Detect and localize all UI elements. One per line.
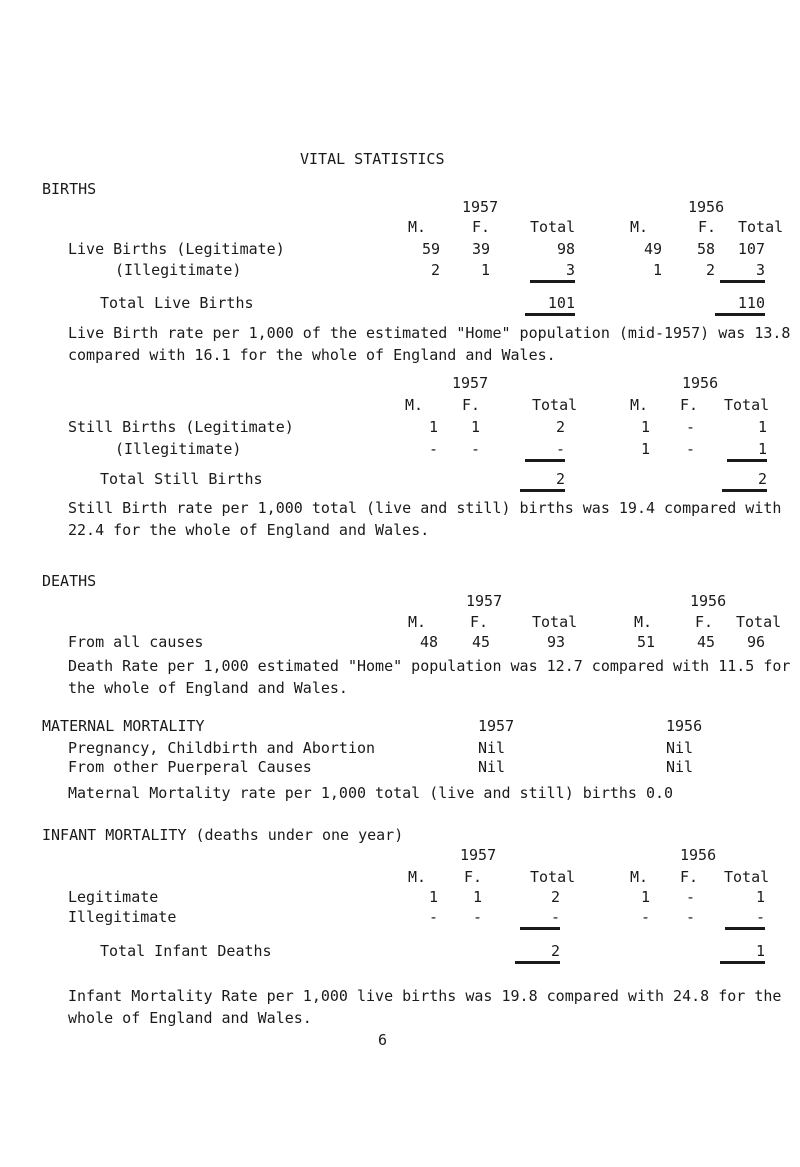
deaths-col-m-1956: M. [634, 613, 653, 631]
births-col-f-1956: F. [698, 218, 717, 236]
maternal-year-1957: 1957 [478, 717, 515, 735]
still-cell: 1 [428, 418, 438, 436]
births-cell: 2 [430, 261, 440, 279]
still-row-label: (Illegitimate) [115, 440, 242, 458]
infant-year-1956: 1956 [680, 846, 717, 864]
deaths-cell: 48 [419, 633, 438, 651]
births-cell: 1 [480, 261, 490, 279]
infant-cell: - [428, 908, 438, 926]
deaths-col-f-1956: F. [695, 613, 714, 631]
maternal-cell: Nil [478, 758, 506, 776]
births-row-label: (Illegitimate) [115, 261, 242, 279]
infant-cell: 1 [428, 888, 438, 906]
births-cell: 3 [720, 261, 765, 283]
infant-total-label: Total Infant Deaths [100, 942, 272, 960]
infant-heading: INFANT MORTALITY (deaths under one year) [42, 826, 404, 844]
infant-cell: - [725, 908, 765, 930]
births-cell: 58 [696, 240, 715, 258]
maternal-heading: MATERNAL MORTALITY [42, 717, 205, 735]
infant-cell: 2 [550, 888, 560, 906]
births-row-label: Live Births (Legitimate) [68, 240, 285, 258]
still-birth-rate-text: Still Birth rate per 1,000 total (live and still) births was 19.4 compared with 22.4 for the whole of England and Wales. [68, 499, 782, 539]
births-col-m-1956: M. [630, 218, 649, 236]
still-cell: - [470, 440, 480, 458]
still-col-m: M. [405, 396, 424, 414]
births-cell: 59 [421, 240, 440, 258]
births-cell: 39 [471, 240, 490, 258]
infant-cell: - [520, 908, 560, 930]
births-heading: BIRTHS [42, 180, 97, 198]
deaths-year-1957: 1957 [466, 592, 503, 610]
births-year-1957: 1957 [462, 198, 499, 216]
infant-col-total-1956: Total [724, 868, 770, 886]
infant-total-1957: 2 [515, 942, 560, 964]
infant-cell: 1 [472, 888, 482, 906]
deaths-heading: DEATHS [42, 572, 97, 590]
infant-col-total: Total [530, 868, 576, 886]
deaths-cell: 93 [546, 633, 565, 651]
infant-cell: 1 [640, 888, 650, 906]
still-total-1956: 2 [722, 470, 767, 492]
still-col-f: F. [462, 396, 481, 414]
births-cell: 107 [737, 240, 765, 258]
births-total-1957: 101 [525, 294, 575, 316]
still-col-m-1956: M. [630, 396, 649, 414]
deaths-cell: 45 [696, 633, 715, 651]
births-cell: 1 [652, 261, 662, 279]
still-cell: 2 [555, 418, 565, 436]
deaths-year-1956: 1956 [690, 592, 727, 610]
still-cell: 1 [640, 418, 650, 436]
births-col-total: Total [530, 218, 576, 236]
still-row-label: Still Births (Legitimate) [68, 418, 294, 436]
death-rate-text: Death Rate per 1,000 estimated "Home" population was 12.7 compared with 11.5 for the whole of England and Wales. [68, 657, 791, 697]
infant-cell: - [685, 888, 695, 906]
infant-total-1956: 1 [720, 942, 765, 964]
still-cell: - [685, 440, 695, 458]
deaths-row-label: From all causes [68, 633, 204, 651]
maternal-row-label: Pregnancy, Childbirth and Abortion [68, 739, 376, 757]
still-cell: - [428, 440, 438, 458]
deaths-col-f: F. [470, 613, 489, 631]
births-col-total-1956: Total [738, 218, 784, 236]
births-cell: 98 [556, 240, 575, 258]
still-cell: 1 [640, 440, 650, 458]
still-total-1957: 2 [520, 470, 565, 492]
maternal-row-label: From other Puerperal Causes [68, 758, 312, 776]
infant-col-f: F. [464, 868, 483, 886]
births-col-m: M. [408, 218, 427, 236]
still-cell: 1 [727, 440, 767, 462]
infant-row-label: Legitimate [68, 888, 159, 906]
infant-year-1957: 1957 [460, 846, 497, 864]
births-cell: 49 [643, 240, 662, 258]
maternal-year-1956: 1956 [666, 717, 703, 735]
deaths-col-m: M. [408, 613, 427, 631]
live-birth-rate-text: Live Birth rate per 1,000 of the estimated "Home" population (mid-1957) was 13.8 compared with 16.1 for the whole of England and Wales. [68, 324, 791, 364]
infant-col-m: M. [408, 868, 427, 886]
deaths-col-total-1956: Total [736, 613, 782, 631]
infant-cell: - [685, 908, 695, 926]
still-cell: 1 [470, 418, 480, 436]
deaths-col-total: Total [532, 613, 578, 631]
page-title: VITAL STATISTICS [300, 150, 445, 168]
still-cell: - [525, 440, 565, 462]
births-year-1956: 1956 [688, 198, 725, 216]
infant-col-f-1956: F. [680, 868, 699, 886]
infant-col-m-1956: M. [630, 868, 649, 886]
still-total-label: Total Still Births [100, 470, 263, 488]
still-col-f-1956: F. [680, 396, 699, 414]
still-cell: 1 [757, 418, 767, 436]
page-number: 6 [378, 1031, 388, 1049]
maternal-cell: Nil [666, 739, 694, 757]
births-total-label: Total Live Births [100, 294, 254, 312]
deaths-cell: 96 [746, 633, 765, 651]
maternal-cell: Nil [478, 739, 506, 757]
still-year-1957: 1957 [452, 374, 489, 392]
maternal-rate-text: Maternal Mortality rate per 1,000 total (live and still) births 0.0 [68, 784, 674, 802]
infant-rate-text: Infant Mortality Rate per 1,000 live births was 19.8 compared with 24.8 for the whole of England and Wales. [68, 987, 782, 1027]
infant-cell: - [472, 908, 482, 926]
still-col-total-1956: Total [724, 396, 770, 414]
births-cell: 3 [530, 261, 575, 283]
maternal-cell: Nil [666, 758, 694, 776]
deaths-cell: 45 [471, 633, 490, 651]
still-col-total: Total [532, 396, 578, 414]
still-year-1956: 1956 [682, 374, 719, 392]
infant-cell: 1 [755, 888, 765, 906]
births-total-1956: 110 [715, 294, 765, 316]
births-col-f: F. [472, 218, 491, 236]
deaths-cell: 51 [636, 633, 655, 651]
still-cell: - [685, 418, 695, 436]
births-cell: 2 [705, 261, 715, 279]
infant-cell: - [640, 908, 650, 926]
infant-row-label: Illegitimate [68, 908, 177, 926]
